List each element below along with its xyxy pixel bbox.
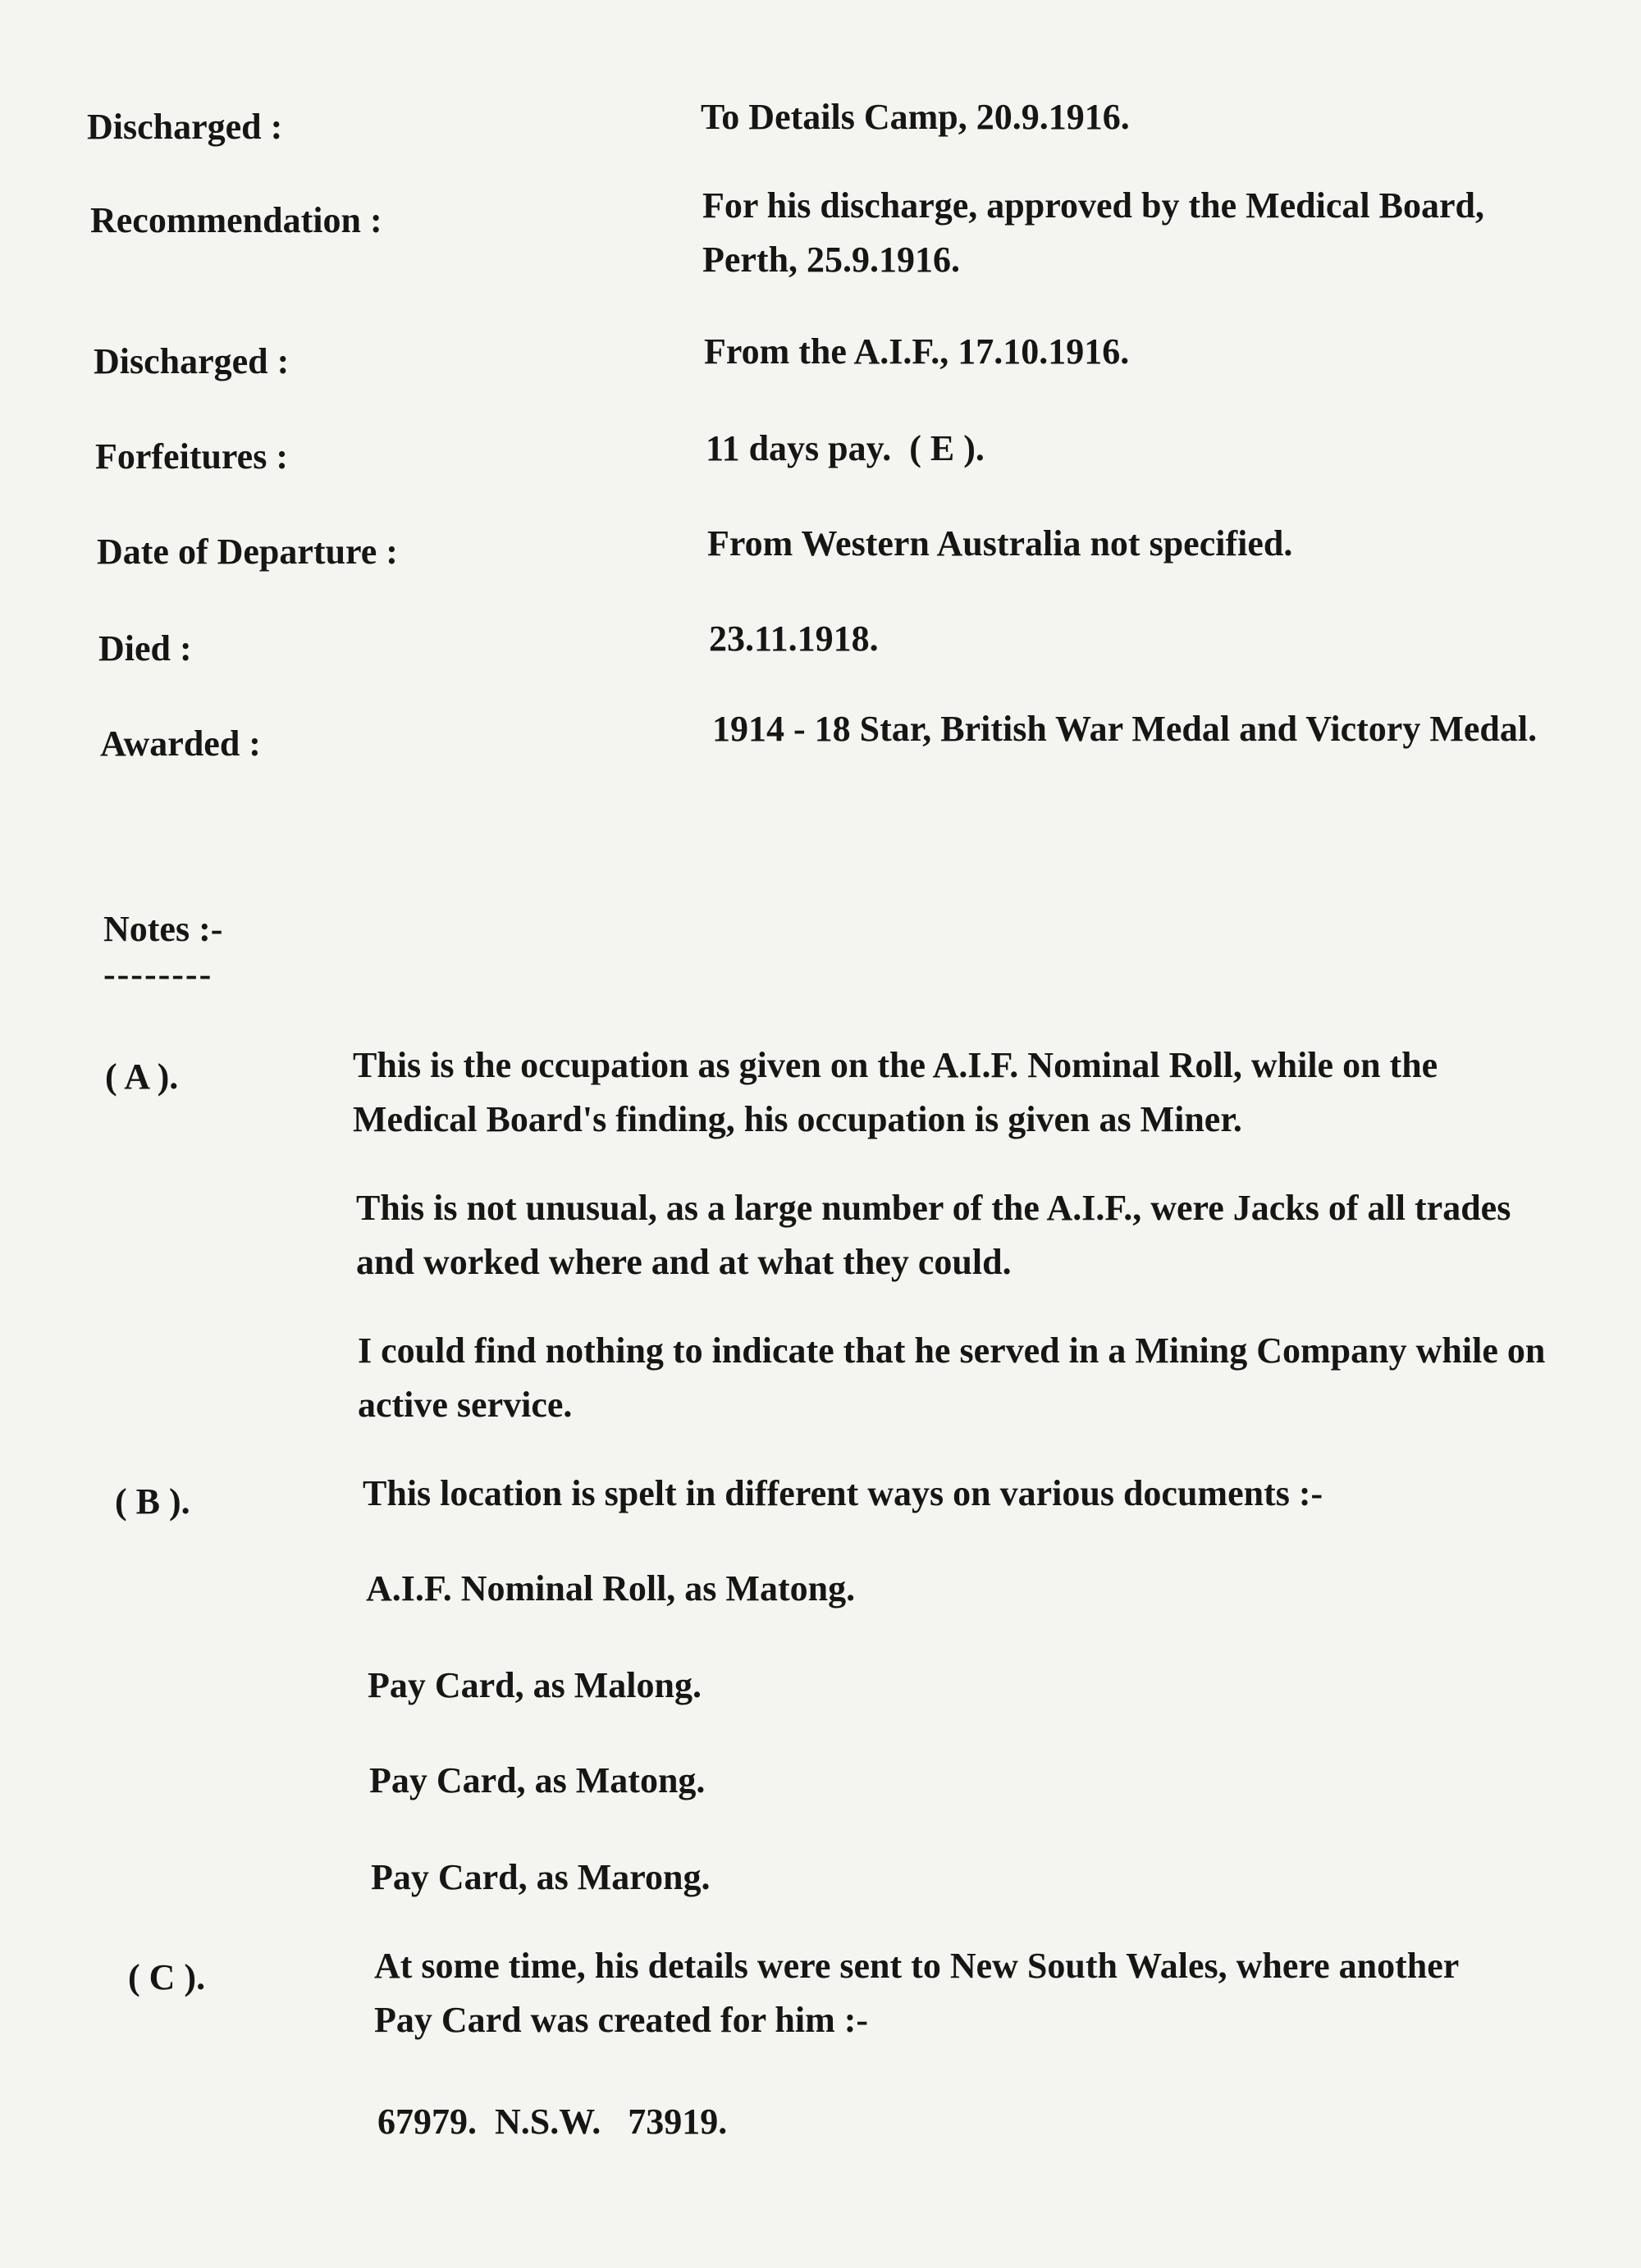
forfeitures-value: 11 days pay. ( E ). bbox=[706, 428, 985, 468]
died-value: 23.11.1918. bbox=[709, 618, 879, 659]
note-b-paragraph-4: Pay Card, as Matong. bbox=[369, 1760, 706, 1800]
date-of-departure-value: From Western Australia not specified. bbox=[707, 523, 1293, 564]
note-a-paragraph-2: This is not unusual, as a large number of the A.I.F., were Jacks of all trades and worked where and at what they could. bbox=[356, 1188, 1511, 1282]
note-b-paragraph-2: A.I.F. Nominal Roll, as Matong. bbox=[366, 1568, 856, 1609]
discharged-label: Discharged : bbox=[87, 107, 283, 147]
forfeitures-label: Forfeitures : bbox=[95, 436, 288, 477]
discharged-aif-label: Discharged : bbox=[94, 341, 290, 381]
awarded-value: 1914 - 18 Star, British War Medal and Victory Medal. bbox=[712, 709, 1538, 749]
note-c-marker: ( C ). bbox=[128, 1957, 206, 1997]
recommendation-label: Recommendation : bbox=[90, 200, 382, 240]
notes-heading: Notes :- bbox=[103, 909, 223, 949]
notes-underline: -------- bbox=[103, 954, 213, 994]
discharged-value: To Details Camp, 20.9.1916. bbox=[701, 97, 1130, 137]
note-b-paragraph-5: Pay Card, as Marong. bbox=[371, 1857, 711, 1897]
died-label: Died : bbox=[98, 628, 192, 669]
note-a-marker: ( A ). bbox=[105, 1056, 179, 1097]
recommendation-value: For his discharge, approved by the Medical Board, Perth, 25.9.1916. bbox=[702, 185, 1484, 280]
note-b-paragraph-1: This location is spelt in different ways on various documents :- bbox=[363, 1473, 1323, 1513]
discharged-aif-value: From the A.I.F., 17.10.1916. bbox=[704, 331, 1130, 372]
note-c-paragraph-1: At some time, his details were sent to New South Wales, where another Pay Card was created for him :- bbox=[374, 1946, 1459, 2040]
note-a-paragraph-3: I could find nothing to indicate that he served in a Mining Company while on active service. bbox=[358, 1330, 1546, 1425]
awarded-label: Awarded : bbox=[100, 723, 261, 764]
note-b-marker: ( B ). bbox=[115, 1481, 190, 1522]
note-a-paragraph-1: This is the occupation as given on the A.I.F. Nominal Roll, while on the Medical Board's finding, his occupation is given as Miner. bbox=[353, 1045, 1438, 1139]
note-b-paragraph-3: Pay Card, as Malong. bbox=[368, 1665, 702, 1705]
note-c-paragraph-2: 67979. N.S.W. 73919. bbox=[377, 2101, 728, 2142]
date-of-departure-label: Date of Departure : bbox=[97, 532, 398, 572]
